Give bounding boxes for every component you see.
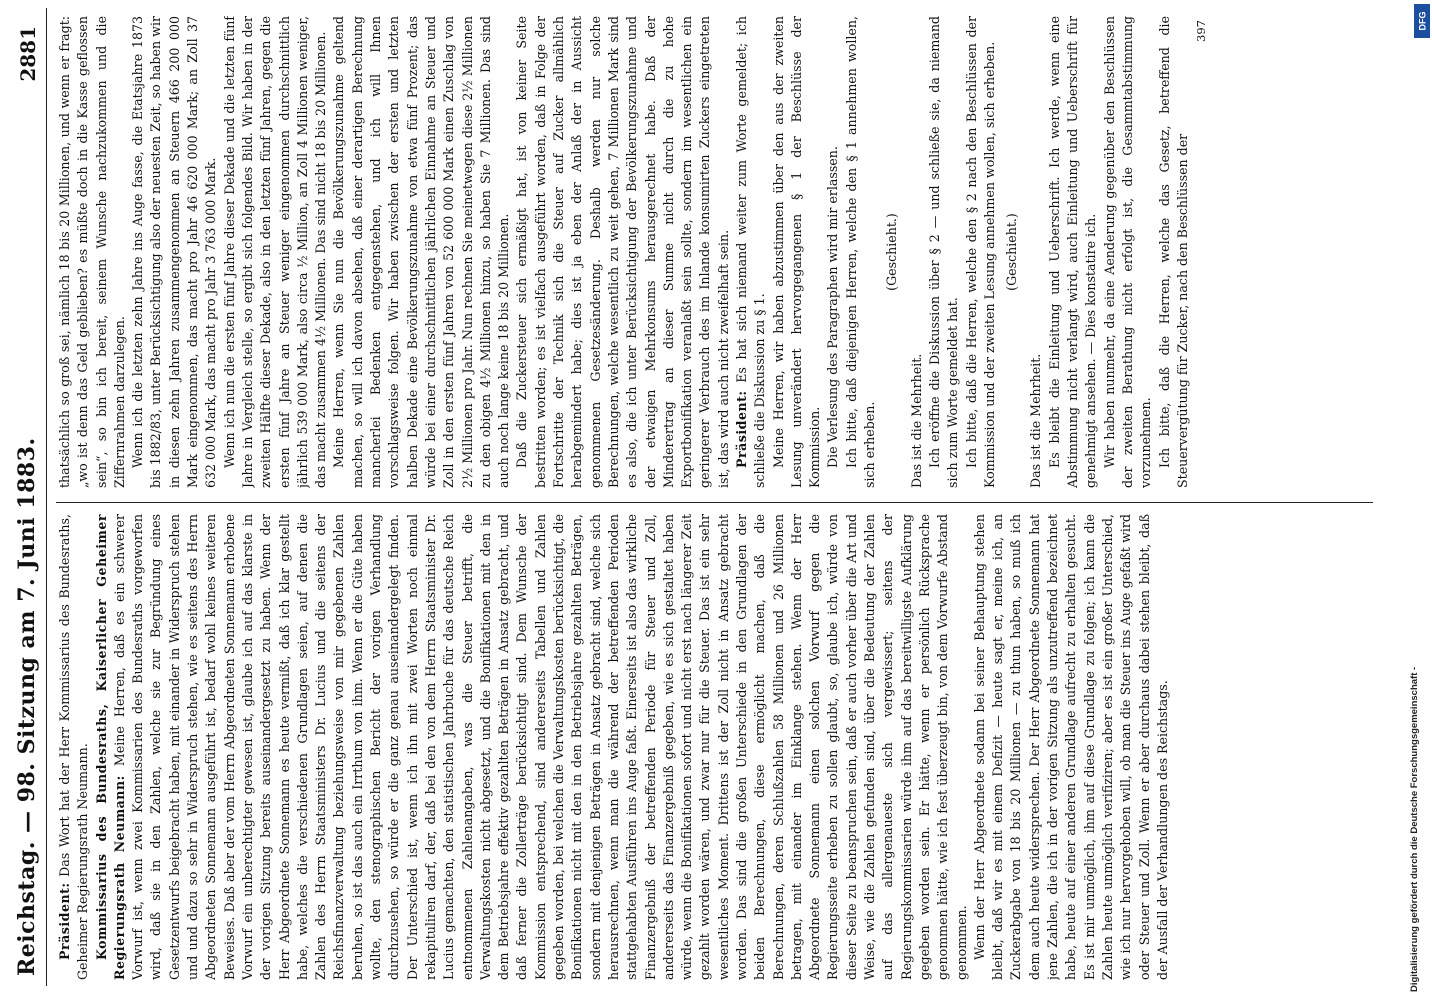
speaker-label: Präsident: [733, 390, 749, 468]
right-column [56, 16, 1373, 488]
paragraph: thatsächlich so groß sei, nämlich 18 bis 20 Millionen, und wenn er fragt: „wo ist denn das Geld geblieben? es müßte doch in die Kasse geflossen sein“, so bin ich bereit, seinem Wunsche nachzukommen und die Ziffernrahmen darzulegen. [57, 16, 127, 488]
paragraph: Ich bitte, daß die Herren, welche das Gesetz, betreffend die Steuervergütung für Zucker, nach den Beschlüssen der [1156, 16, 1190, 488]
digitization-note: Digitalisierung gefördert durch die Deutsche Forschungsgemeinschaft - [1409, 666, 1420, 992]
speaker-label: Präsident: [57, 882, 72, 960]
paragraph-text: Meine Herren, daß es ein schwerer Vorwurf ist, wenn zwei Kommissarien des Bundesraths vorgeworfen wird, daß sie in den Zahlen, welche sie zur Begründung eines Gesetzentwurfs beigebracht haben, mit einander in Widerspruch stehen und und dazu so sehr in Widerspruch stehen, wie es seitens des Herrn Abgeordneten Sonnemann ausgeführt ist, bedarf wohl keines weiteren Beweises. Daß aber der vom Herrn Abgeordneten Sonnemann erhobene Vorwurf ein unberechtigter gewesen ist, glaube ich auf das klarste in der vorigen Sitzung bereits auseinandergesetzt zu haben. Wenn der Herr Abgeordnete Sonnemann es heute vermißt, daß ich klar gestellt habe, welches die verschiedenen Grundlagen seien, auf denen die Zahlen des Herrn Staatsministers Dr. Lucius und die seitens der Reichsfinanzverwaltung beziehungsweise von mir gegebenen Zahlen beruhen, so ist das auch ein Irrthum von ihm. Wenn er die Güte haben wollte, den stenographischen Bericht der vorigen Verhandlung durchzusehen, so würde er die ganz genau auseinandergelegt finden. Der Unterschied ist, wenn ich ihn mit zwei Worten noch einmal rekapituliren darf, der, daß bei den von dem Herrn Staatsminister Dr. Lucius gemachten, den statistischen Jahrbuche für das deutsche Reich entnommenen Zahlenangaben, was die Steuer betrifft, die Verwaltungskosten nicht abgesetzt, und die Bonifikationen mit den in dem Betriebsjahre effektiv gezahlten Beträgen in Ansatz gebracht, und daß ferner die Zollerträge berücksichtigt sind. Dem Wunsche der Kommission entsprechend, sind andererseits Tabellen und Zahlen gegeben worden, bei welchen die Verwaltungskosten berücksichtigt, die Bonifikationen nicht mit den in den Betriebsjahre gezahlten Beträgen, sondern mit denjenigen Beträgen in Ansatz gebracht sind, welche sich herausrechnen, wenn man die während der betreffenden Perioden stattgehabten Ausführen ins Auge faßt. Einerseits ist also das wirkliche Finanzergebniß der betreffenden Periode für Steuer und Zoll, andererseits das Finanzergebniß gegeben, wie es sich gestaltet haben würde, wenn die Bonifikationen sofort und nicht erst nach längerer Zeit gezahlt worden wären, und zwar nur für die Steuer. Das ist ein sehr wesentliches Moment. Drittens ist der Zoll nicht in Ansatz gebracht worden. Das sind die großen Unterschiede in den Grundlagen der beiden Berechnungen, diese ermöglicht machen, daß die Berechnungen, deren Schlußzahlen 58 Millionen und 26 Millionen betragen, mit einander im Einklange stehen. Wenn der Herr Abgeordnete Sonnemann einen solchen Vorwurf gegen die Regierungsseite erheben zu sollen glaubt, so, glaube ich, würde von dieser Seite zu beanspruchen sein, daß er auch vorher über die Art und Weise, wie die Zahlen gefunden sind, über die Bedeutung der Zahlen auf das allergenaueste sich vergewissert; seitens der Regierungskommissarien würde ihm auf das bereitwilligste Aufklärung gegeben worden sein. Er hätte, wenn er persönlich Rücksprache genommen hätte, wie ich fest überzeugt bin, von dem Vorwurfe Abstand genommen. [111, 514, 969, 980]
speaker-label: Kommissarius des Bundesraths, Kaiserlicher Geheimer Regierungsrath Neumann: [93, 514, 127, 980]
paragraph: Es bleibt die Einleitung und Ueberschrift. Ich werde, wenn eine Abstimmung nicht verlangt wird, auch Einleitung und Ueberschrift für genehmigt ansehen. — Dies konstatire ich. [1046, 16, 1099, 488]
left-column [56, 514, 1373, 980]
paragraph: Ich bitte, daß die Herren, welche den § 2 nach den Beschlüssen der Kommission und der zweiten Lesung annehmen wollen, sich erheben. [963, 16, 997, 488]
paragraph: Wenn ich nun die ersten fünf Jahre dieser Dekade und die letzten fünf Jahre in Vergleich stelle, so ergibt sich folgendes Bild. Wir haben in der zweiten Hälfte dieser Dekade, also in den letzten fünf Jahren, gegen die ersten fünf Jahre an Steuer weniger eingenommen durchschnittlich jährlich 539 000 Mark, also circa ½ Million, an Zoll 4 Millionen weniger, das macht zusammen 4½ Millionen. Das sind nicht 18 bis 20 Millionen. [221, 16, 329, 488]
stage-direction: (Geschieht.) [1004, 213, 1020, 291]
signature-mark: 397 [1194, 20, 1209, 42]
paragraph [733, 16, 770, 488]
paragraph: Wenn ich die letzten zehn Jahre ins Auge fasse, die Etatsjahre 1873 bis 1882/83, unter Berücksichtigung also der neuesten Zeit, so haben wir in diesen zehn Jahren zusammengenommen an Steuern 466 200 000 Mark eingenommen, das macht pro Jahr 46 620 000 Mark; an Zoll 37 632 000 Mark, das macht pro Jahr 3 763 000 Mark. [130, 16, 219, 488]
paragraph: Das ist die Mehrheit. [1028, 353, 1044, 488]
paragraph: Wir haben nunmehr, da eine Aenderung gegenüber den Beschlüssen der zweiten Berathung nicht erfolgt ist, die Gesammtabstimmung vorzunehmen. [1101, 16, 1154, 488]
paragraph-text: Es hat sich niemand weiter zum Worte gemeldet; ich schließe die Diskussion zu § 1. [733, 16, 768, 488]
stage-direction: (Geschieht.) [884, 213, 900, 291]
paragraph: Wenn der Herr Abgeordnete sodann bei seiner Behauptung stehen bleibt, daß wir es mit einem Defizit — heute sagt er, meine ich, an Zuckerabgabe von 18 bis 20 Millionen — zu thun haben, so muß ich dem auch heute widersprechen. Der Herr Abgeordnete Sonnemann hat jene Zahlen, die ich in der vorigen Sitzung als unzutreffend bezeichnet habe, heute auf einer anderen Grundlage aufrecht zu erhalten gesucht. Es ist mir unmöglich, ihm auf diese Grundlage zu folgen; ich kann die Zahlen heute unmöglich verifiziren; aber es ist ein großer Unterschied, wie ich nur hervorgehoben will, ob man die Steuer ins Auge gefaßt wird oder Steuer und Zoll. Wenn er aber durchaus dabei stehen bleibt, daß der Ausfall der Verhandlungen des Reichstags. [971, 514, 1170, 980]
paragraph: Ich eröffne die Diskussion über § 2 — und schließe sie, da niemand sich zum Worte gemeldet hat. [926, 16, 961, 488]
dfg-logo [1414, 4, 1430, 38]
running-title: Reichstag. — 98. Sitzung am 7. Juni 1883. [14, 437, 40, 976]
paragraph: Meine Herren, wir haben abzustimmen über den aus der zweiten Lesung unverändert hervorgegangenen § 1 der Beschlüsse der Kommission. [770, 16, 823, 488]
paragraph: Die Verlesung des Paragraphen wird mir erlassen. [825, 146, 841, 468]
paragraph: Daß die Zuckersteuer sich ermäßigt hat, ist von keiner Seite bestritten worden; es ist vielfach ausgeführt worden, daß in Folge der Fortschritte der Technik sich die Steuer auf Zucker allmählich herabgemindert habe; dies ist ja eben der Anlaß der in Aussicht genommenen Gesetzesänderung. Deshalb werden nur solche Berechnungen, welche wesentlich zu weit gehen, 7 Millionen Mark sind es also, die ich unter Berücksichtigung der Bevölkerungszunahme und der etwaigen Mehrkonsums herausgerechnet habe. Daß der Minderertrag an dieser Summe nicht durch die zu hohe Exportbonifikation veranlaßt sein sollte, sondern im wesentlichen ein geringerer Verbrauch des im Inlande konsumirten Zuckers eingetreten ist, das wird auch nicht zweifelhaft sein. [514, 16, 731, 488]
paragraph: Meine Herren, wenn Sie nun die Bevölkerungszunahme geltend machen, so will ich davon absehen, daß einer derartigen Berechnung mancherlei Bedenken entgegenstehen, und ich will Ihnen vorschlagsweise folgen. Wir haben zwischen der ersten und letzten halben Dekade eine Bevölkerungszunahme von etwa fünf Prozent; das würde bei einer durchschnittlichen jährlichen Einnahme an Steuer und Zoll in den ersten fünf Jahren von 52 600 000 Mark einen Zuschlag von 2½ Millionen pro Jahr. Nun rechnen Sie meinetwegen diese 2½ Millionen zu den obigen 4½ Millionen hinzu, so haben Sie 7 Millionen. Das sind auch noch lange keine 18 bis 20 Millionen. [331, 16, 512, 488]
column-rule [56, 502, 1373, 503]
paragraph: Das ist die Mehrheit. [908, 353, 924, 488]
paragraph [93, 514, 971, 980]
page-header [10, 8, 47, 986]
paragraph-text: Das Wort hat der Herr Kommissarius des Bundesraths, Geheimer Regierungsrath Neumann. [57, 514, 91, 980]
paragraph: Ich bitte, daß diejenigen Herren, welche den § 1 annehmen wollen, sich erheben. [843, 16, 878, 488]
paragraph [56, 514, 93, 980]
dfg-logo-text: DFG [1417, 11, 1427, 31]
page-number: 2881 [16, 26, 40, 82]
